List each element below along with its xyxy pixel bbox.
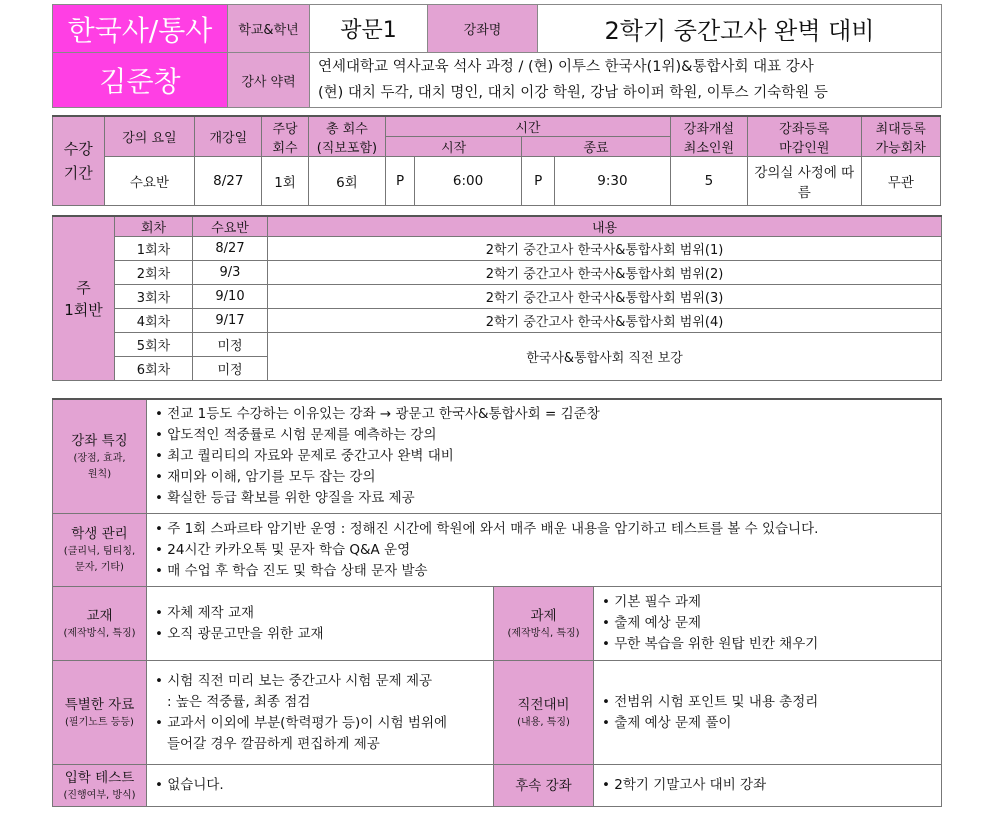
table-row	[53, 285, 942, 309]
round-cell: 5회차	[115, 333, 193, 357]
table-row	[53, 237, 942, 261]
textbook-label: 교재	[86, 607, 113, 624]
schedule-section-label: 수강 기간	[53, 116, 105, 206]
col-day: 수요반	[193, 216, 268, 237]
col-content: 내용	[268, 216, 942, 237]
list-item: • 무한 복습을 위한 원탑 빈칸 채우기	[602, 634, 935, 655]
start-ampm: P	[386, 157, 415, 206]
bio-line-2: (현) 대치 두각, 대치 명인, 대치 이강 학원, 강남 하이퍼 학원, 이투스 기숙학원 등	[318, 85, 828, 101]
col-time: 시간	[386, 116, 671, 137]
features-label-cell: 강좌 특징 (장점, 효과, 원칙)	[53, 399, 147, 514]
final-prep-content	[594, 661, 942, 765]
end-ampm: P	[522, 157, 555, 206]
table-row	[53, 309, 942, 333]
date-cell: 미정	[193, 357, 268, 381]
round-cell: 3회차	[115, 285, 193, 309]
materials-content	[147, 661, 494, 765]
date-cell: 8/27	[193, 237, 268, 261]
textbook-content	[147, 587, 494, 661]
textbook-label-cell: 교재 (제작방식, 특징)	[53, 587, 147, 661]
content-cell: 2학기 중간고사 한국사&통합사회 범위(1)	[268, 237, 942, 261]
merged-content-cell: 한국사&통합사회 직전 보강	[268, 333, 942, 381]
list-item: • 매 수업 후 학습 진도 및 학습 상태 문자 발송	[155, 561, 935, 582]
max-sessions-value: 무관	[861, 157, 941, 206]
end-time: 9:30	[555, 157, 671, 206]
round-cell: 4회차	[115, 309, 193, 333]
school-label: 학교&학년	[228, 5, 310, 53]
round-cell: 2회차	[115, 261, 193, 285]
course-label: 강좌명	[428, 5, 538, 53]
content-cell: 2학기 중간고사 한국사&통합사회 범위(2)	[268, 261, 942, 285]
total-value: 6회	[308, 157, 385, 206]
list-item: • 최고 퀄리티의 자료와 문제로 중간고사 완벽 대비	[155, 446, 935, 467]
list-item: • 교과서 이외에 부분(학력평가 등)이 시험 범위에	[155, 713, 487, 734]
list-item: • 오직 광문고만을 위한 교재	[155, 624, 487, 645]
table-row	[53, 261, 942, 285]
col-start-date: 개강일	[195, 116, 262, 157]
round-cell: 1회차	[115, 237, 193, 261]
school-value: 광문1	[310, 5, 428, 53]
homework-label-cell: 과제 (제작방식, 특징)	[494, 587, 594, 661]
final-prep-label-cell: 직전대비 (내용, 특징)	[494, 661, 594, 765]
management-content	[147, 514, 942, 587]
followup-label-cell	[494, 765, 594, 807]
col-class-day: 강의 요일	[104, 116, 195, 157]
followup-label: 후속 강좌	[515, 777, 572, 794]
materials-label-cell: 특별한 자료 (필기노트 등등)	[53, 661, 147, 765]
list-item: • 압도적인 적중률로 시험 문제를 예측하는 강의	[155, 425, 935, 446]
list-item: • 시험 직전 미리 보는 중간고사 시험 문제 제공	[155, 671, 487, 692]
entrance-test-label-cell: 입학 테스트 (진행여부, 방식)	[53, 765, 147, 807]
entrance-test-content	[147, 765, 494, 807]
class-day-value: 수요반	[104, 157, 195, 206]
start-date-value: 8/27	[195, 157, 262, 206]
header-table	[52, 4, 942, 108]
sessions-section-label: 주 1회반	[53, 216, 115, 381]
date-cell: 9/3	[193, 261, 268, 285]
entrance-test-label: 입학 테스트	[64, 769, 135, 786]
list-item: • 전범위 시험 포인트 및 내용 총정리	[602, 692, 935, 713]
content-cell: 2학기 중간고사 한국사&통합사회 범위(3)	[268, 285, 942, 309]
col-total: 총 회수 (직보포함)	[308, 116, 385, 157]
col-weekly: 주당 회수	[262, 116, 308, 157]
date-cell: 9/17	[193, 309, 268, 333]
schedule-table	[52, 115, 941, 206]
col-max-sessions: 최대등록 가능회차	[861, 116, 941, 157]
round-cell: 6회차	[115, 357, 193, 381]
col-time-end: 종료	[522, 137, 671, 157]
list-item: • 기본 필수 과제	[602, 592, 935, 613]
homework-label: 과제	[530, 607, 557, 624]
content-cell: 2학기 중간고사 한국사&통합사회 범위(4)	[268, 309, 942, 333]
col-time-start: 시작	[386, 137, 522, 157]
start-time: 6:00	[414, 157, 521, 206]
followup-content	[594, 765, 942, 807]
materials-label: 특별한 자료	[64, 696, 135, 713]
list-item: • 출제 예상 문제	[602, 613, 935, 634]
list-item: • 재미와 이해, 암기를 모두 잡는 강의	[155, 467, 935, 488]
list-item: • 확실한 등급 확보를 위한 양질을 자료 제공	[155, 488, 935, 509]
list-item-continuation: : 높은 적중률, 최종 점검	[167, 693, 311, 710]
deadline-value: 강의실 사정에 따름	[748, 157, 861, 206]
list-item: • 24시간 카카오톡 및 문자 학습 Q&A 운영	[155, 540, 935, 561]
min-students-value: 5	[670, 157, 747, 206]
list-item: • 전교 1등도 수강하는 이유있는 강좌 → 광문고 한국사&통합사회 = 김준창	[155, 404, 935, 425]
teacher-bio	[310, 53, 942, 108]
table-row	[53, 333, 942, 357]
date-cell: 9/10	[193, 285, 268, 309]
subject-title: 한국사/통사	[53, 5, 228, 53]
col-deadline: 강좌등록 마감인원	[748, 116, 861, 157]
homework-content	[594, 587, 942, 661]
features-label: 강좌 특징	[71, 432, 128, 449]
list-item: • 주 1회 스파르타 암기반 운영 : 정해진 시간에 학원에 와서 매주 배운 내용을 암기하고 테스트를 볼 수 있습니다.	[155, 519, 935, 540]
list-item: • 없습니다.	[155, 775, 487, 796]
weekly-value: 1회	[262, 157, 308, 206]
date-cell: 미정	[193, 333, 268, 357]
management-label: 학생 관리	[71, 526, 128, 542]
sessions-table	[52, 215, 942, 381]
list-item: • 자체 제작 교재	[155, 603, 487, 624]
col-min-students: 강좌개설 최소인원	[670, 116, 747, 157]
bio-line-1: 연세대학교 역사교육 석사 과정 / (현) 이투스 한국사(1위)&통합사회 대표 강사	[318, 59, 814, 75]
list-item: • 2학기 기말고사 대비 강좌	[602, 775, 935, 796]
management-label-cell: 학생 관리 (클리닉, 팀티칭, 문자, 기타)	[53, 514, 147, 587]
final-prep-label: 직전대비	[517, 696, 570, 713]
list-item-continuation: 들어갈 경우 깔끔하게 편집하게 제공	[167, 735, 380, 752]
details-table	[52, 398, 942, 807]
teacher-name: 김준창	[53, 53, 228, 108]
col-round: 회차	[115, 216, 193, 237]
list-item: • 출제 예상 문제 풀이	[602, 713, 935, 734]
course-title: 2학기 중간고사 완벽 대비	[538, 5, 942, 53]
bio-label: 강사 약력	[228, 53, 310, 108]
features-content	[147, 399, 942, 514]
